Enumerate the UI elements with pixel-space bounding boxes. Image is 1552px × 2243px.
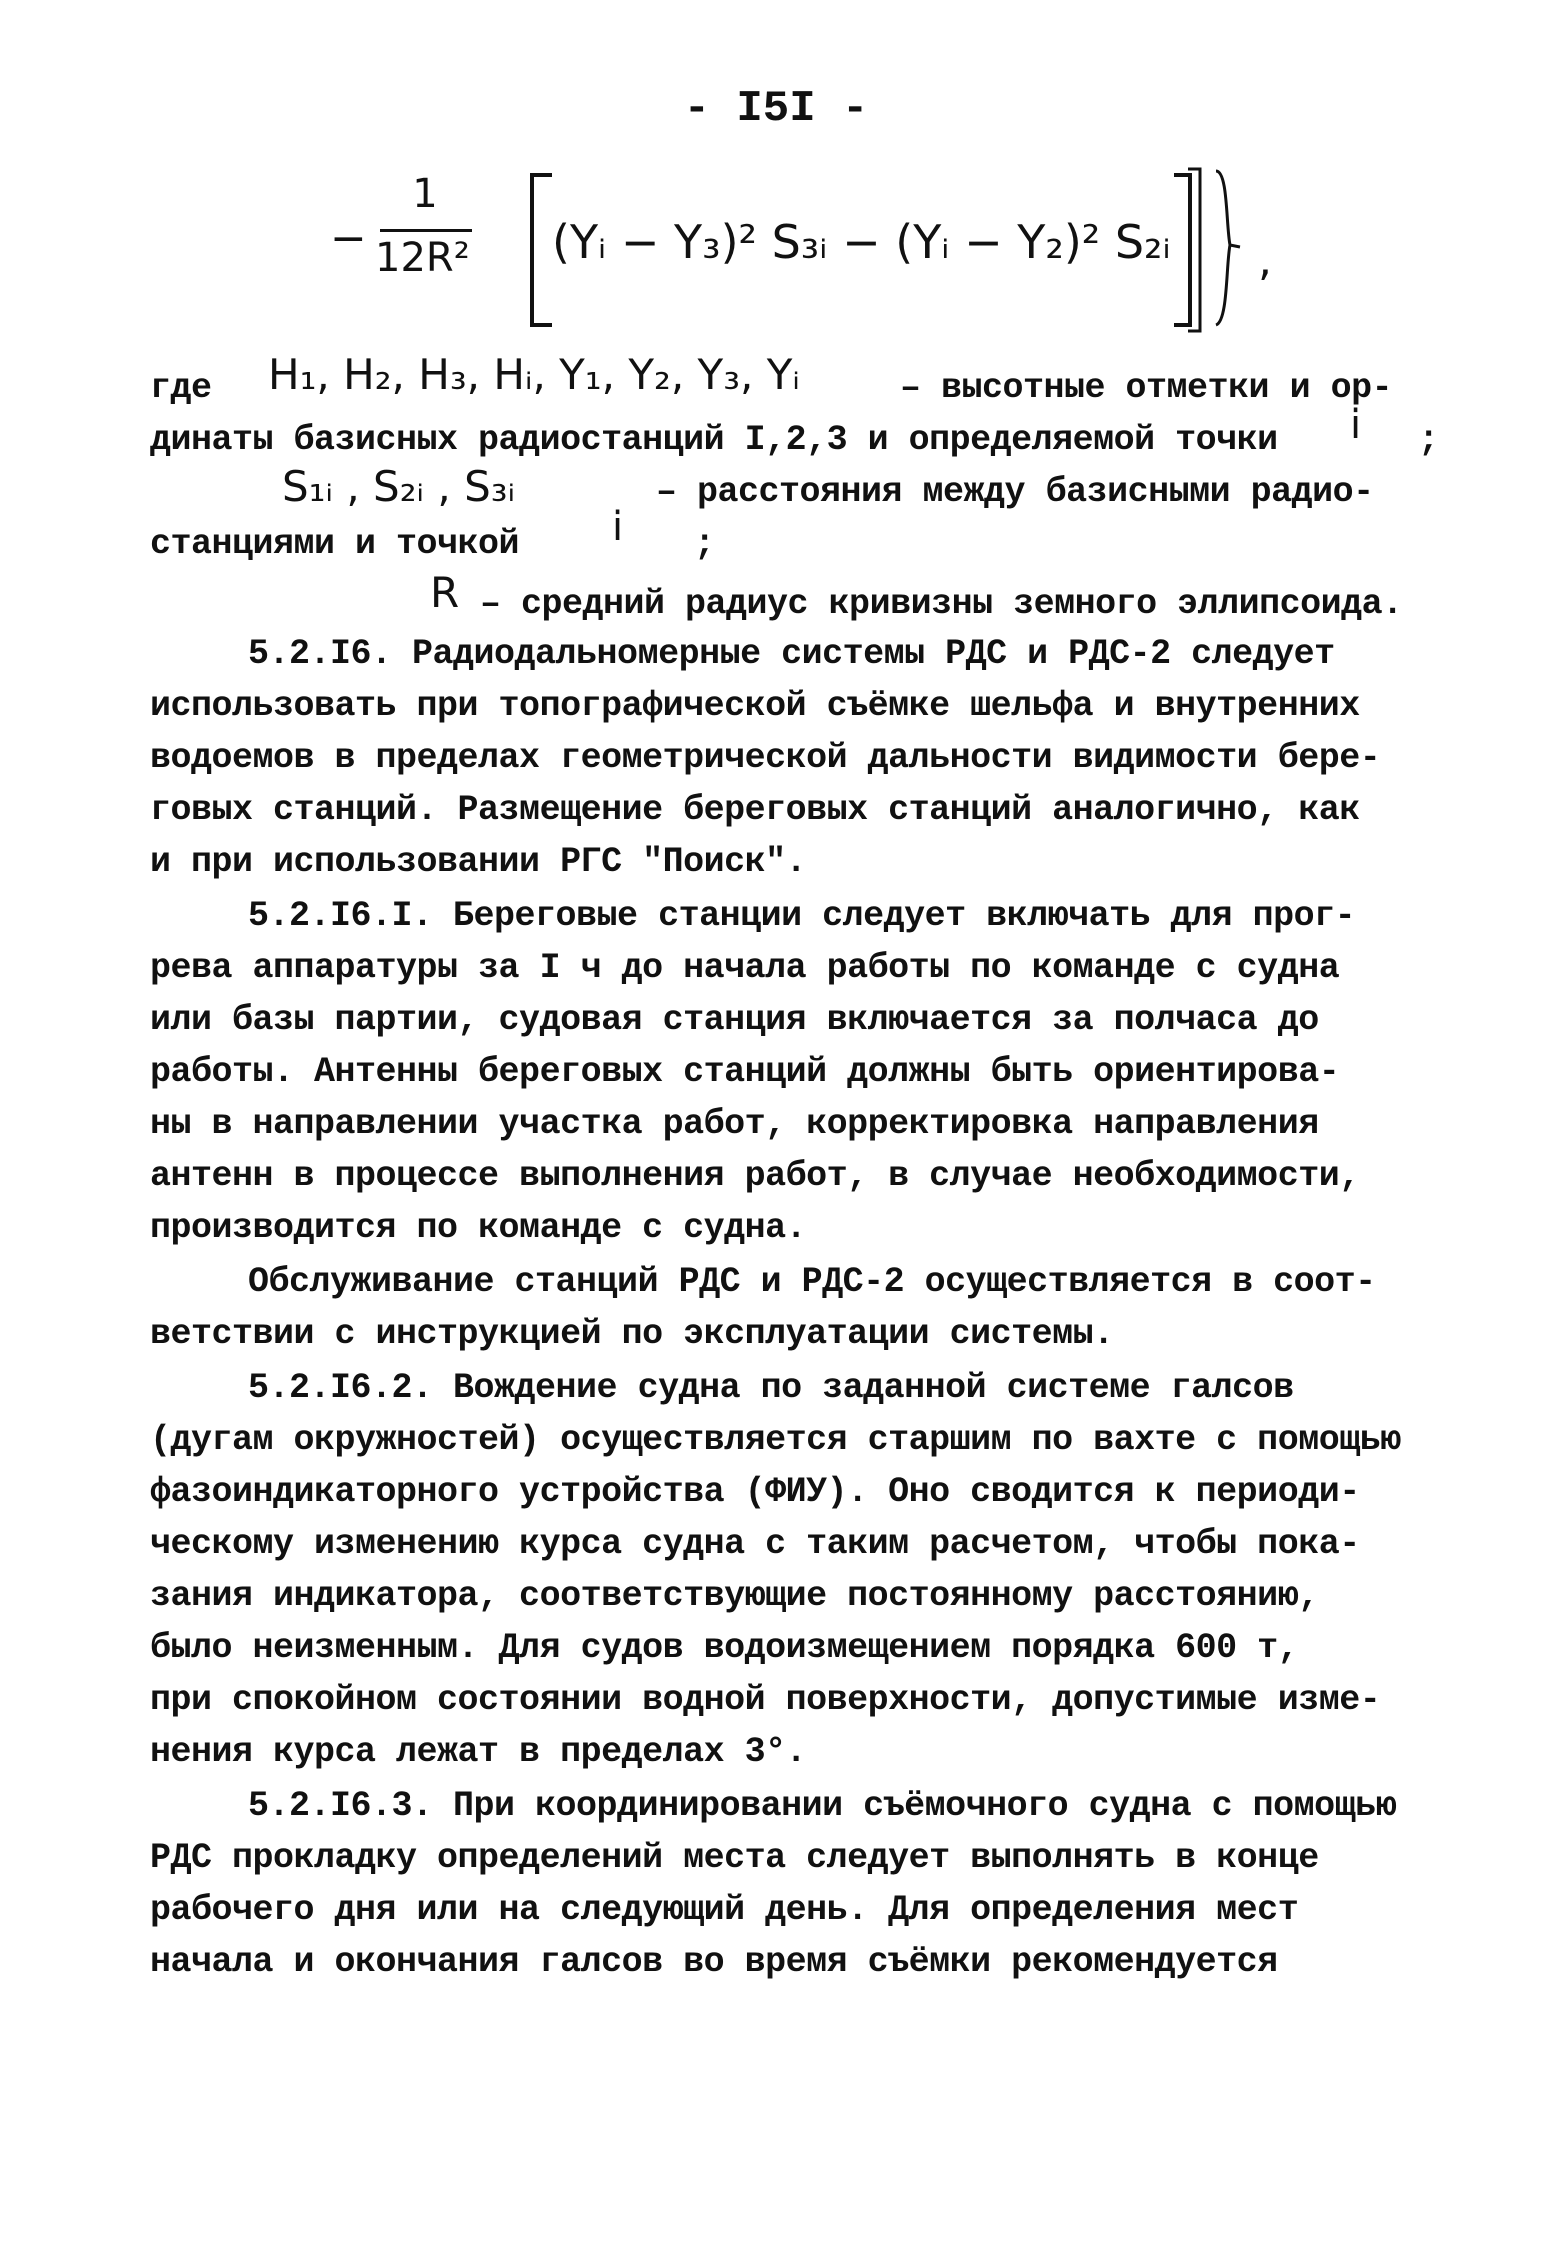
legend-text-distances: – расстояния между базисными радио- xyxy=(656,472,1374,512)
legend-symbols-heights-ordinates: H₁, H₂, H₃, Hᵢ, Y₁, Y₂, Y₃, Yᵢ xyxy=(268,350,800,399)
legend-text-stations: станциями и точкой xyxy=(150,524,520,564)
text-line: производится по команде с судна. xyxy=(150,1208,807,1248)
legend-symbol-i: i xyxy=(1350,402,1362,448)
fraction-bar xyxy=(380,229,472,232)
text-line: РДС прокладку определений места следует выполнять в конце xyxy=(150,1838,1319,1878)
formula xyxy=(330,165,1330,345)
text-line: рева аппаратуры за I ч до начала работы по команде с судна xyxy=(150,948,1340,988)
legend-symbol-r: R xyxy=(430,568,460,617)
text-line: говых станций. Размещение береговых станций аналогично, как xyxy=(150,790,1360,830)
text-line: нения курса лежат в пределах 3°. xyxy=(150,1732,807,1772)
legend-symbols-distances: S₁ᵢ , S₂ᵢ , S₃ᵢ xyxy=(282,462,516,511)
legend-text-heights: – высотные отметки и ор- xyxy=(900,368,1393,408)
text-line: 5.2.I6.2. Вождение судна по заданной системе галсов xyxy=(248,1368,1294,1408)
text-line: (дугам окружностей) осуществляется старшим по вахте с помощью xyxy=(150,1420,1401,1460)
legend-semicolon: ; xyxy=(1418,420,1439,460)
text-line: работы. Антенны береговых станций должны быть ориентирова- xyxy=(150,1052,1340,1092)
legend-semicolon-2: ; xyxy=(694,524,715,564)
text-line: ческому изменению курса судна с таким расчетом, чтобы пока- xyxy=(150,1524,1360,1564)
right-brackets xyxy=(1170,165,1250,335)
legend-symbol-i-2: i xyxy=(612,504,624,550)
text-line: использовать при топографической съёмке шельфа и внутренних xyxy=(150,686,1360,726)
text-line: 5.2.I6. Радиодальномерные системы РДС и РДС-2 следует xyxy=(248,634,1335,674)
text-line: ветствии с инструкцией по эксплуатации системы. xyxy=(150,1314,1114,1354)
text-line: 5.2.I6.I. Береговые станции следует включать для прог- xyxy=(248,896,1356,936)
text-line: зания индикатора, соответствующие постоянному расстоянию, xyxy=(150,1576,1319,1616)
text-line: водоемов в пределах геометрической дальности видимости бере- xyxy=(150,738,1381,778)
legend-text-ordinates: динаты базисных радиостанций I,2,3 и определяемой точки xyxy=(150,420,1278,460)
text-line: фазоиндикаторного устройства (ФИУ). Оно сводится к периоди- xyxy=(150,1472,1360,1512)
formula-minus: − xyxy=(330,213,367,264)
text-line: или базы партии, судовая станция включается за полчаса до xyxy=(150,1000,1319,1040)
formula-coef-denominator: 12R² xyxy=(375,235,470,281)
page-number: - I5I - xyxy=(683,84,869,134)
text-line: антенн в процессе выполнения работ, в случае необходимости, xyxy=(150,1156,1360,1196)
formula-trailing-comma: , xyxy=(1258,235,1272,286)
text-line: рабочего дня или на следующий день. Для определения мест xyxy=(150,1890,1299,1930)
text-line: 5.2.I6.3. При координировании съёмочного судна с помощью xyxy=(248,1786,1397,1826)
text-line: Обслуживание станций РДС и РДС-2 осуществляется в соот- xyxy=(248,1262,1376,1302)
text-line: ны в направлении участка работ, корректировка направления xyxy=(150,1104,1319,1144)
text-line: начала и окончания галсов во время съёмки рекомендуется xyxy=(150,1942,1278,1982)
where-word: где xyxy=(150,368,212,408)
text-line: было неизменным. Для судов водоизмещением порядка 600 т, xyxy=(150,1628,1299,1668)
formula-coef-numerator: 1 xyxy=(412,171,438,217)
legend-text-radius: – средний радиус кривизны земного эллипсоида. xyxy=(480,584,1403,624)
text-line: при спокойном состоянии водной поверхности, допустимые изме- xyxy=(150,1680,1381,1720)
formula-expression: (Yᵢ − Y₃)² S₃ᵢ − (Yᵢ − Y₂)² S₂ᵢ xyxy=(552,215,1171,269)
text-line: и при использовании РГС "Поиск". xyxy=(150,842,807,882)
